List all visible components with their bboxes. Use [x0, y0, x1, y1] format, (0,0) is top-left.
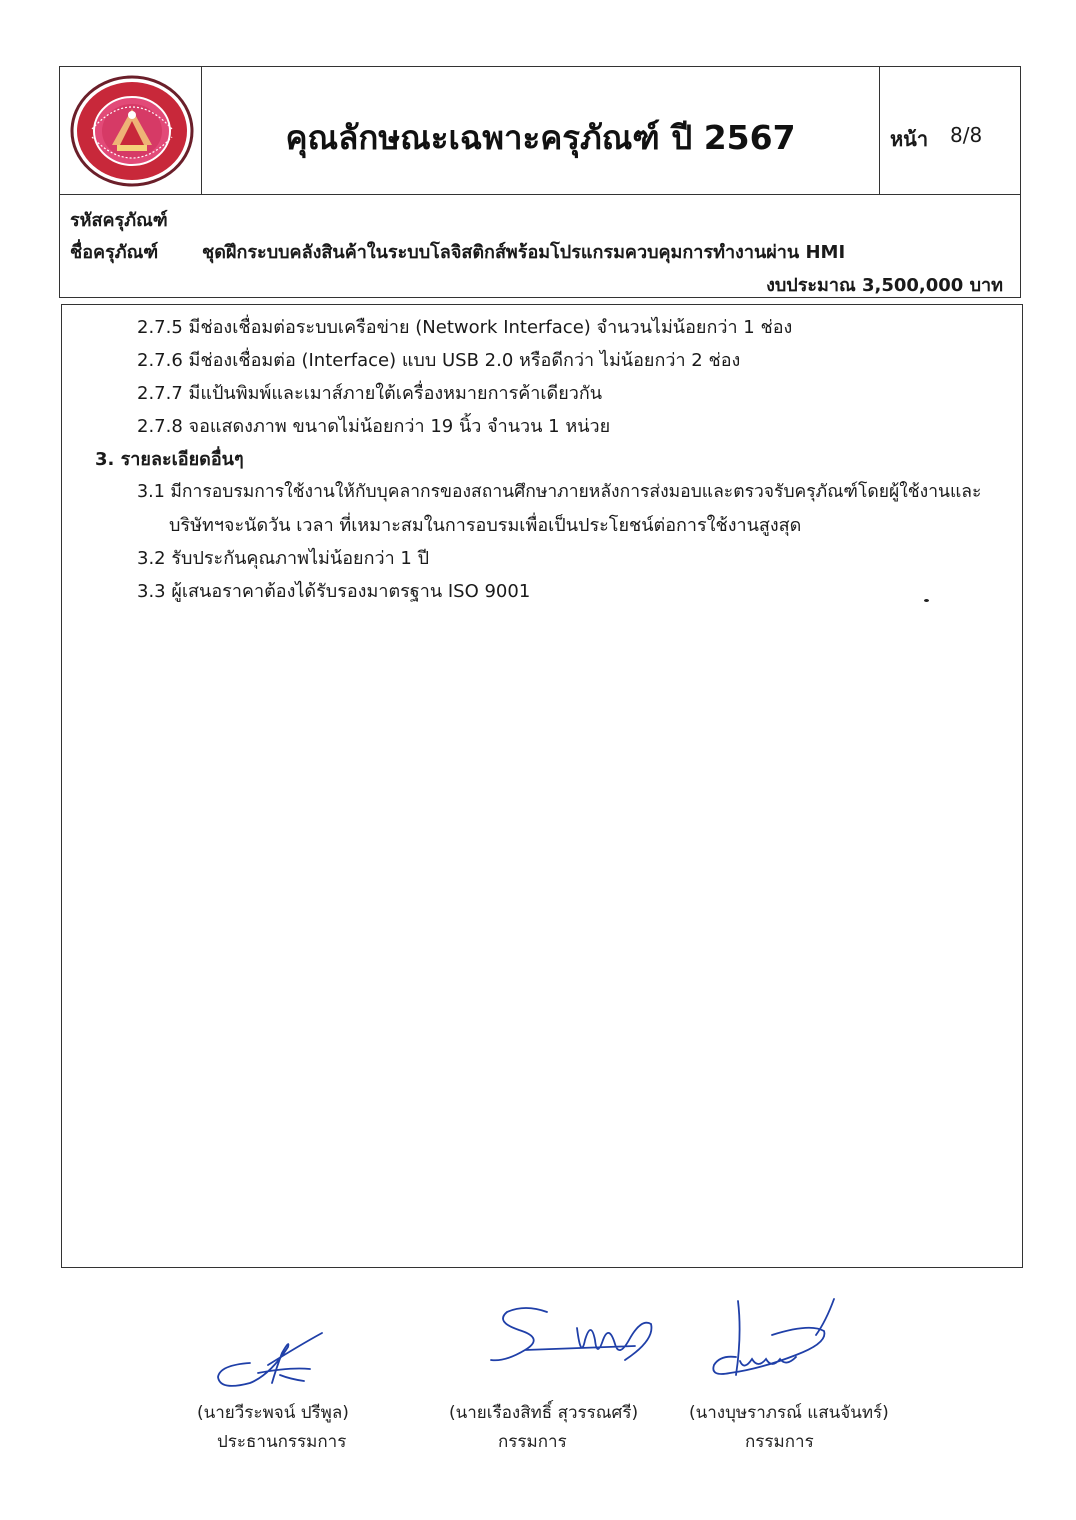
signatory-role: ประธานกรรมการ [217, 1432, 347, 1452]
signature-member-2 [700, 1295, 850, 1385]
signatory-name: (นายวีระพจน์ ปรีพูล) [197, 1403, 349, 1423]
signatory-name: (นางบุษราภรณ์ แสนจันทร์) [689, 1403, 889, 1423]
signatory-name: (นายเรืองสิทธิ์ สุวรรณศรี) [449, 1403, 639, 1423]
list-item: 2.7.8 จอแสดงภาพ ขนาดไม่น้อยกว่า 19 นิ้ว จำนวน 1 หน่วย [137, 416, 611, 437]
list-item: 3.2 รับประกันคุณภาพไม่น้อยกว่า 1 ปี [137, 548, 429, 569]
signatory-role: กรรมการ [745, 1432, 814, 1452]
list-item: 3.1 มีการอบรมการใช้งานให้กับบุคลากรของสถานศึกษาภายหลังการส่งมอบและตรวจรับครุภัณฑ์โดยผู้ใช้งานและ [137, 482, 982, 502]
page-cell [880, 67, 1020, 194]
equipment-name: ชุดฝึกระบบคลังสินค้าในระบบโลจิสติกส์พร้อมโปรแกรมควบคุมการทำงานผ่าน HMI [202, 242, 846, 263]
page-number: 8/8 [950, 123, 983, 147]
list-item: 2.7.7 มีแป้นพิมพ์และเมาส์ภายใต้เครื่องหมายการค้าเดียวกัน [137, 383, 603, 404]
list-item: 3.3 ผู้เสนอราคาต้องได้รับรองมาตรฐาน ISO 9001 [137, 581, 531, 602]
signature-member-1 [485, 1300, 665, 1380]
page-label: หน้า [890, 127, 929, 151]
list-item: 2.7.6 มีช่องเชื่อมต่อ (Interface) แบบ USB 2.0 หรือดีกว่า ไม่น้อยกว่า 2 ช่อง [137, 350, 741, 371]
signature-chairman [210, 1325, 330, 1395]
equipment-code-label: รหัสครุภัณฑ์ [70, 210, 168, 231]
header-table [59, 66, 1021, 195]
budget: งบประมาณ 3,500,000 บาท [766, 275, 1003, 296]
equipment-name-label: ชื่อครุภัณฑ์ [70, 242, 159, 263]
section-heading: 3. รายละเอียดอื่นๆ [95, 449, 244, 470]
logo-cell [60, 67, 202, 194]
title-cell [202, 67, 880, 194]
vocational-education-seal-logo [70, 75, 194, 187]
document-title: คุณลักษณะเฉพาะครุภัณฑ์ ปี 2567 [285, 118, 796, 157]
equipment-info [59, 194, 1021, 298]
stray-mark [924, 599, 929, 602]
list-item-continuation: บริษัทฯจะนัดวัน เวลา ที่เหมาะสมในการอบรมเพื่อเป็นประโยชน์ต่อการใช้งานสูงสุด [169, 515, 802, 536]
list-item: 2.7.5 มีช่องเชื่อมต่อระบบเครือข่าย (Network Interface) จำนวนไม่น้อยกว่า 1 ช่อง [137, 317, 793, 338]
signatory-role: กรรมการ [498, 1432, 567, 1452]
